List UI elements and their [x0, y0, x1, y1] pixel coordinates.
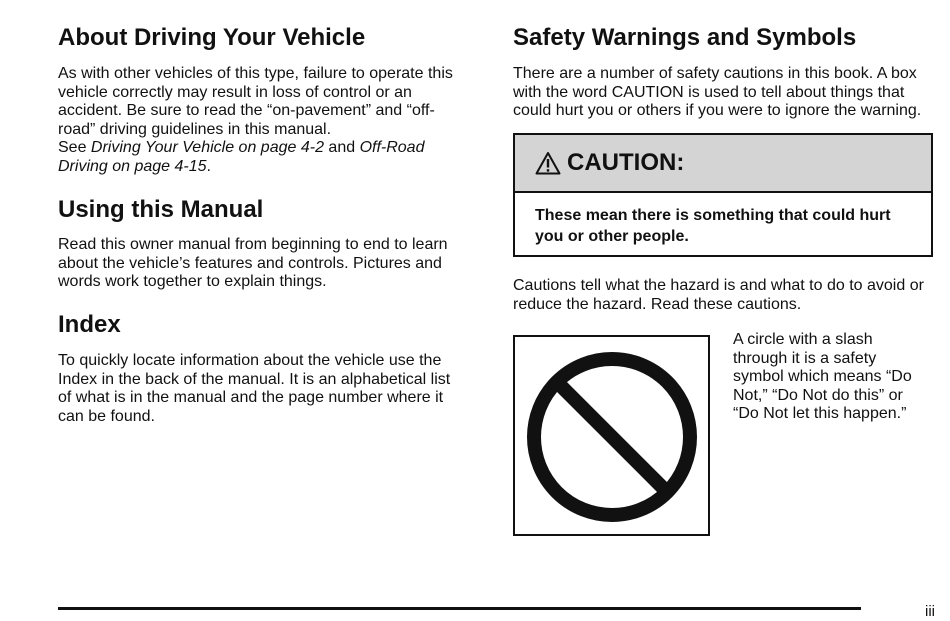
- period-text: .: [206, 157, 211, 175]
- using-manual-paragraph: Read this owner manual from beginning to end to learn about the vehicle’s features and controls. Pictures and words work together to explain things.: [58, 236, 448, 290]
- see-prefix: See: [58, 139, 91, 156]
- safety-warnings-paragraph: There are a number of safety cautions in this book. A box with the word CAUTION is used to tell about things that could hurt you or others if you were to ignore the warning.: [513, 65, 922, 119]
- caution-title: CAUTION:: [567, 149, 685, 176]
- about-driving-text: As with other vehicles of this type, failure to operate this vehicle correctly may result in loss of control or an accident. Be sure to read the “on-pavement” and “off-road” driving guidelines in this manual.: [58, 65, 453, 138]
- about-driving-paragraph: [58, 65, 468, 176]
- index-paragraph: To quickly locate information about the vehicle use the Index in the back of the manual. It is an alphabetical list of what is in the manual and the page number where it can be found.: [58, 352, 451, 425]
- using-manual-heading: Using this Manual: [58, 196, 264, 223]
- cautions-paragraph: Cautions tell what the hazard is and what to do to avoid or reduce the hazard. Read these cautions.: [513, 277, 924, 313]
- caution-header: [515, 135, 931, 193]
- page-number: iii: [925, 603, 935, 620]
- caution-body: These mean there is something that could hurt you or other people.: [535, 207, 891, 245]
- circle-slash-icon: [515, 337, 712, 538]
- symbol-caption: A circle with a slash through it is a safety symbol which means “Do Not,” “Do Not do this” or “Do Not let this happen.”: [733, 331, 912, 423]
- and-text: and: [323, 139, 360, 156]
- caution-box: [513, 133, 933, 257]
- index-heading: Index: [58, 311, 121, 338]
- page-reference-link[interactable]: Driving Your Vehicle on page 4-2: [90, 139, 324, 156]
- footer-rule: [58, 607, 861, 610]
- about-driving-heading: About Driving Your Vehicle: [58, 24, 366, 51]
- safety-symbol-box: [513, 335, 710, 536]
- warning-triangle-icon: [535, 151, 561, 175]
- page-reference-link[interactable]: Off-Road Driving on page 4-15: [58, 139, 425, 175]
- safety-warnings-heading: Safety Warnings and Symbols: [513, 24, 857, 51]
